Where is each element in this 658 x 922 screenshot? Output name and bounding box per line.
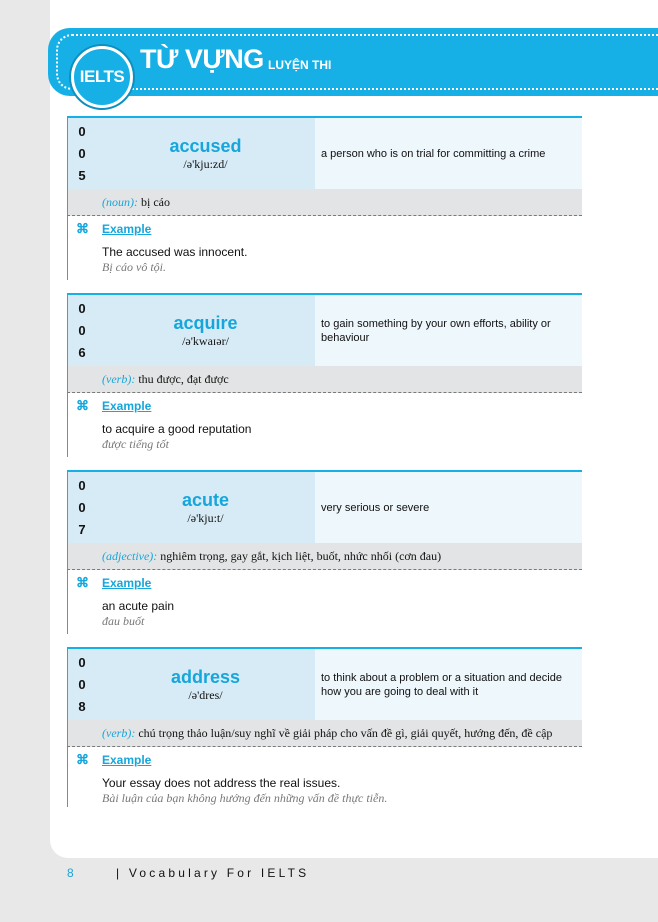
part-of-speech-row — [67, 543, 582, 570]
definition: to gain something by your own efforts, ability or behaviour — [315, 295, 582, 366]
example-block — [67, 747, 582, 807]
headword: accused — [169, 135, 242, 156]
example-english: an acute pain — [102, 599, 175, 613]
ielts-logo — [71, 46, 133, 108]
entry-number-digit: 8 — [78, 699, 86, 715]
word-cell — [96, 472, 315, 543]
entry-number — [67, 472, 96, 543]
entry-number-digit: 0 — [78, 145, 86, 161]
vietnamese-meaning: nghiêm trọng, gay gắt, kịch liệt, buốt, nhức nhối (cơn đau) — [160, 549, 442, 563]
vietnamese-meaning: thu được, đạt được — [138, 372, 229, 386]
part-of-speech-row — [67, 189, 582, 216]
entry-number — [67, 649, 96, 720]
example-vietnamese: Bị cáo vô tội. — [102, 260, 166, 274]
part-of-speech: (verb): — [102, 372, 136, 386]
entry-number-digit: 0 — [78, 123, 86, 139]
part-of-speech-row — [67, 720, 582, 747]
entry-number-digit: 0 — [78, 477, 86, 493]
headword: acquire — [173, 312, 238, 333]
example-label: Example — [102, 399, 152, 413]
word-cell — [96, 118, 315, 189]
vocab-entry — [67, 647, 582, 807]
ielts-logo-text: IELTS — [79, 67, 125, 86]
pronunciation: /ə'dres/ — [188, 687, 223, 702]
vietnamese-meaning: chú trọng thảo luận/suy nghĩ về giải pháp cho vấn đề gì, giải quyết, hướng đến, đề cập — [138, 726, 553, 740]
command-icon: ⌘ — [76, 752, 89, 767]
page-number: 8 — [67, 866, 74, 880]
entry-number-digit: 0 — [78, 499, 86, 515]
word-row — [67, 470, 582, 543]
entry-number-digit: 0 — [78, 654, 86, 670]
headword: acute — [181, 489, 230, 510]
example-english: to acquire a good reputation — [102, 422, 252, 436]
entry-number-digit: 6 — [78, 345, 86, 361]
example-label: Example — [102, 222, 152, 236]
entry-number — [67, 295, 96, 366]
word-cell — [96, 649, 315, 720]
pronunciation: /ə'kwaɪər/ — [182, 333, 229, 348]
command-icon: ⌘ — [76, 575, 89, 590]
entry-number-digit: 5 — [78, 168, 86, 184]
word-row — [67, 293, 582, 366]
word-cell — [96, 295, 315, 366]
vocab-entry — [67, 116, 582, 280]
example-label: Example — [102, 576, 152, 590]
example-vietnamese: được tiếng tốt — [102, 437, 169, 451]
part-of-speech-row — [67, 366, 582, 393]
page-title: TỪ VỰNG — [140, 44, 264, 74]
entry-number-digit: 7 — [78, 522, 86, 538]
definition: very serious or severe — [315, 472, 582, 543]
entry-number — [67, 118, 96, 189]
headword: address — [170, 666, 241, 687]
part-of-speech: (verb): — [102, 726, 136, 740]
example-english: The accused was innocent. — [102, 245, 248, 259]
pronunciation: /ə'kju:t/ — [187, 510, 224, 525]
footer-title: | Vocabulary For IELTS — [116, 866, 310, 880]
vietnamese-meaning: bị cáo — [141, 195, 170, 209]
example-vietnamese: đau buốt — [102, 614, 145, 628]
vocab-entry — [67, 293, 582, 457]
entry-number-digit: 0 — [78, 322, 86, 338]
example-label: Example — [102, 753, 152, 767]
example-english: Your essay does not address the real issues. — [102, 776, 341, 790]
example-block — [67, 570, 582, 634]
part-of-speech: (noun): — [102, 195, 138, 209]
vocab-entry — [67, 470, 582, 634]
example-block — [67, 393, 582, 457]
part-of-speech: (adjective): — [102, 549, 158, 563]
definition: a person who is on trial for committing a crime — [315, 118, 582, 189]
command-icon: ⌘ — [76, 398, 89, 413]
pronunciation: /ə'kju:zd/ — [183, 156, 228, 171]
command-icon: ⌘ — [76, 221, 89, 236]
example-block — [67, 216, 582, 280]
example-vietnamese: Bài luận của bạn không hướng đến những vấn đề thực tiễn. — [102, 791, 388, 805]
entry-number-digit: 0 — [78, 300, 86, 316]
entry-number-digit: 0 — [78, 676, 86, 692]
page-subtitle: LUYỆN THI — [268, 58, 332, 72]
definition: to think about a problem or a situation and decide how you are going to deal with it — [315, 649, 582, 720]
word-row — [67, 116, 582, 189]
word-row — [67, 647, 582, 720]
